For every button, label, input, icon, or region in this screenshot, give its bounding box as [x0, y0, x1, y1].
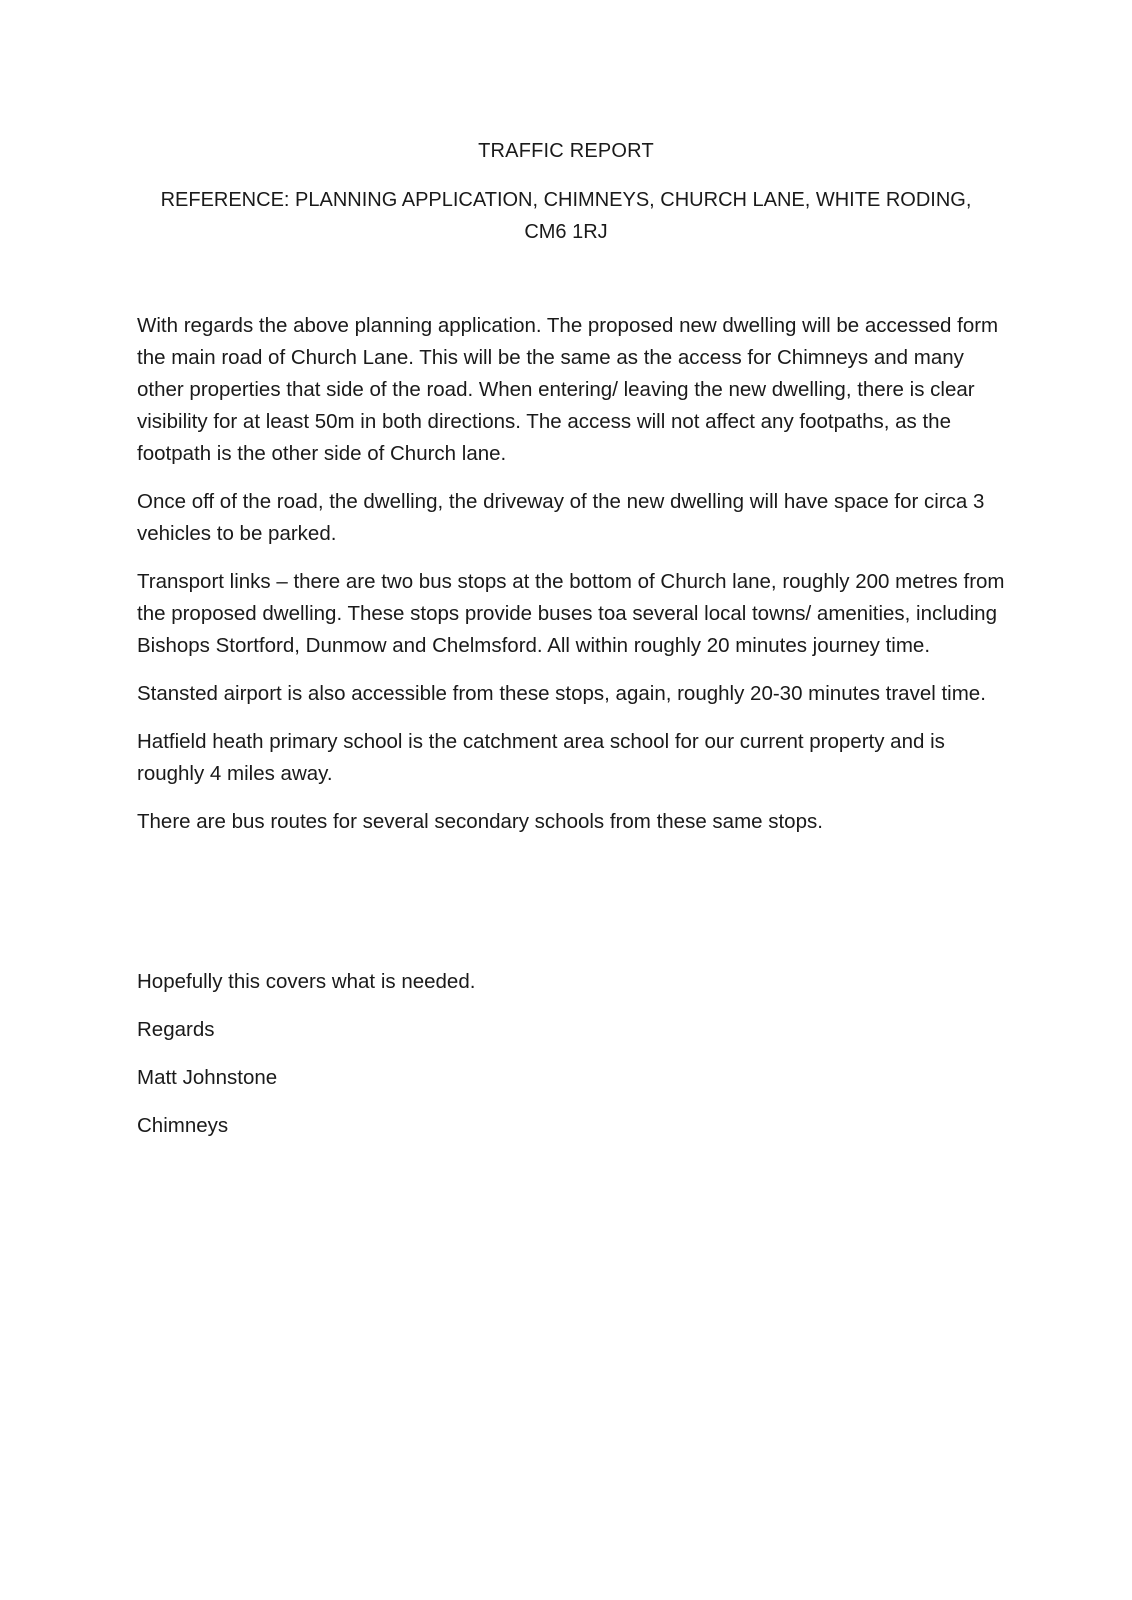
paragraph-primary-school: Hatfield heath primary school is the catchment area school for our current property and is roughly 4 miles away.: [137, 730, 945, 785]
paragraph-transport-links: Transport links – there are two bus stops at the bottom of Church lane, roughly 200 metres from the proposed dwelling. These stops provide buses toa several local towns/ amenities, including Bishops Stortford, Dunmow and Chelmsford. All within roughly 20 minutes journey time.: [137, 570, 1005, 657]
signatory-property: Chimneys: [137, 1114, 229, 1137]
paragraph-parking: Once off of the road, the dwelling, the driveway of the new dwelling will have space for circa 3 vehicles to be parked.: [137, 490, 985, 545]
closing-line: Hopefully this covers what is needed.: [137, 970, 476, 993]
signatory-name: Matt Johnstone: [137, 1066, 278, 1089]
salutation: Regards: [137, 1018, 215, 1041]
paragraph-access: With regards the above planning application. The proposed new dwelling will be accessed form the main road of Church Lane. This will be the same as the access for Chimneys and many other properties that side of the road. When entering/ leaving the new dwelling, there is clear visibility for at least 50m in both directions. The access will not affect any footpaths, as the footpath is the other side of Church lane.: [137, 314, 999, 465]
paragraph-secondary-schools: There are bus routes for several secondary schools from these same stops.: [137, 810, 823, 833]
document-title: TRAFFIC REPORT: [478, 140, 654, 162]
reference-heading: REFERENCE: PLANNING APPLICATION, CHIMNEYS, CHURCH LANE, WHITE RODING, CM6 1RJ: [160, 189, 972, 243]
closing-block: [137, 966, 1009, 1158]
paragraph-airport: Stansted airport is also accessible from these stops, again, roughly 20-30 minutes travel time.: [137, 682, 986, 705]
document-body: [137, 310, 1009, 854]
